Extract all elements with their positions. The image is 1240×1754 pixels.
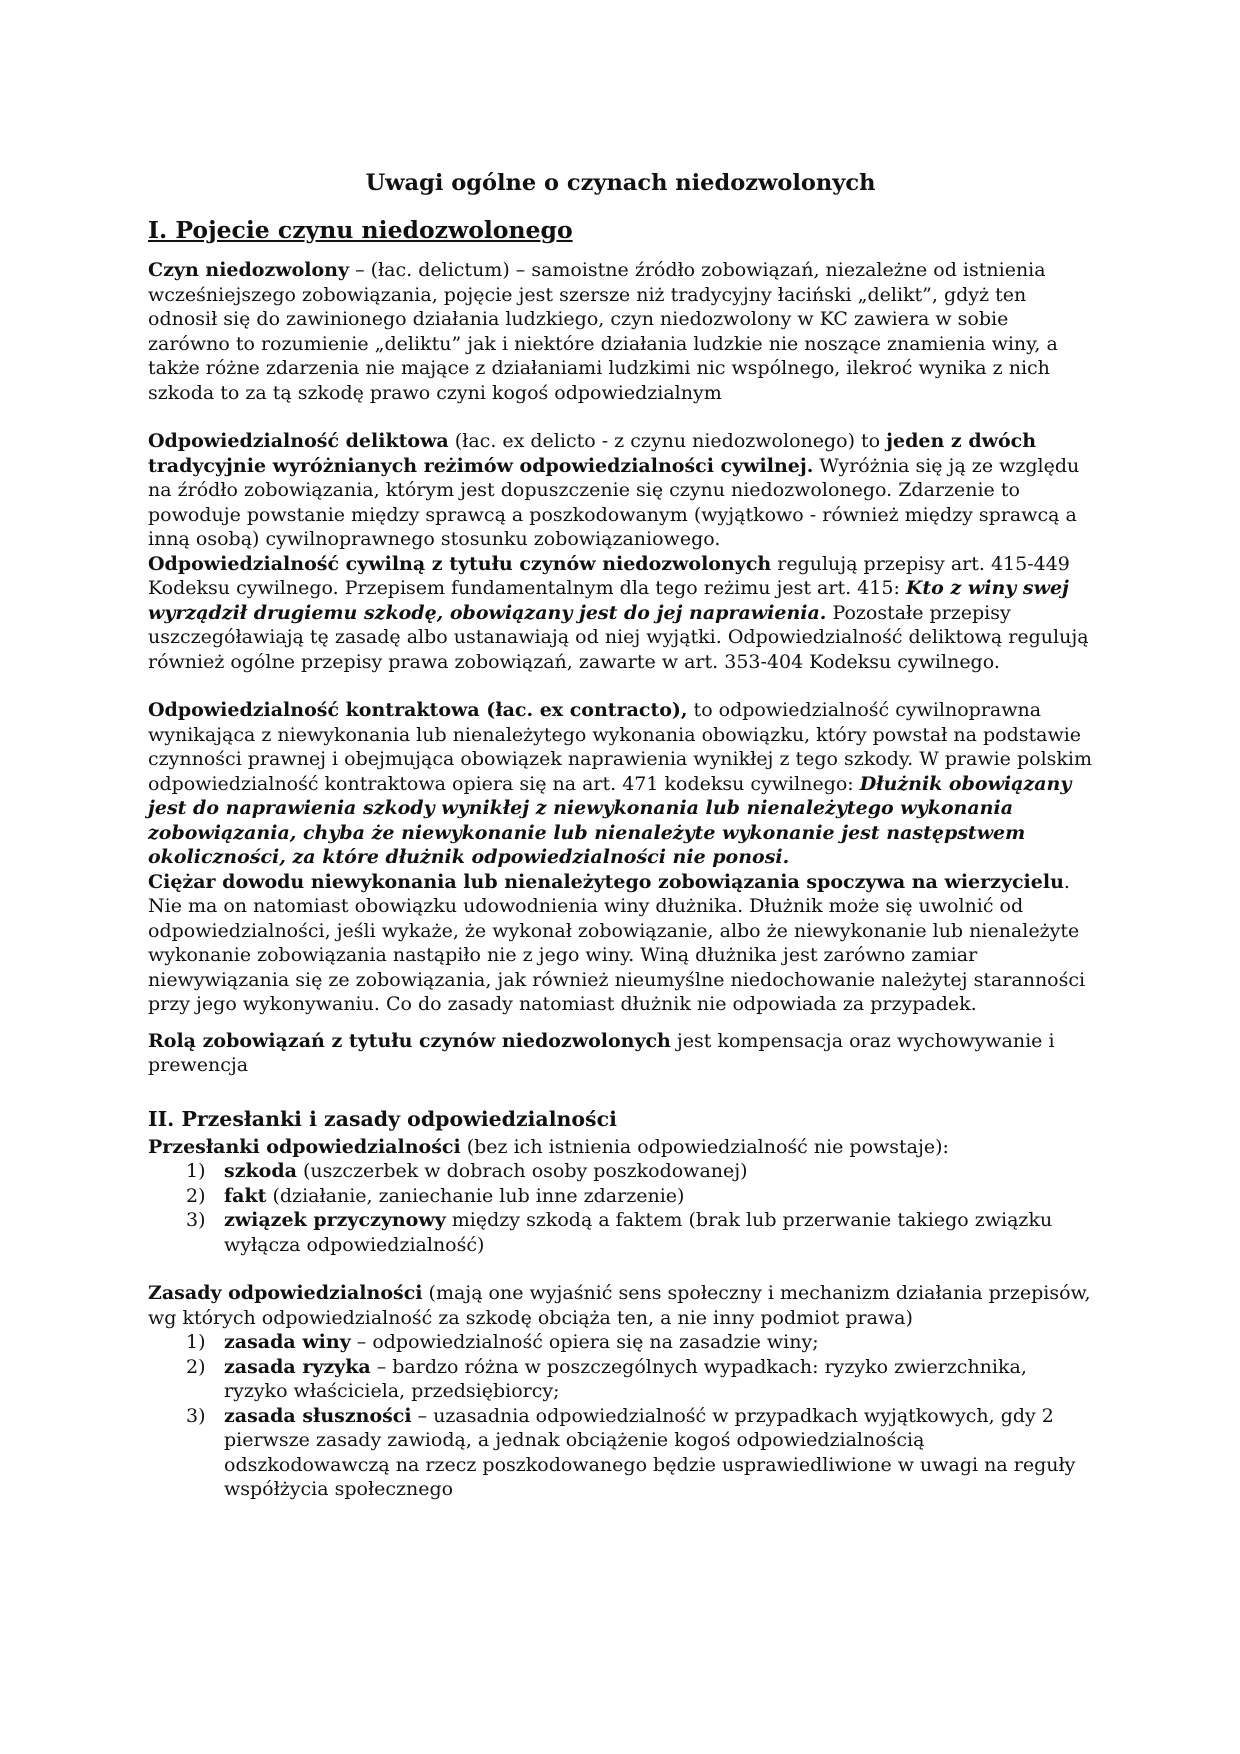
zasady-list <box>148 1330 1093 1502</box>
list-item <box>148 1404 1093 1502</box>
list-item-term: zasada ryzyka <box>224 1355 371 1378</box>
list-item <box>148 1355 1093 1404</box>
paragraph-text: Wyróżnia się ją ze względu na źródło zobowiązania, którym jest dopuszczenie się czynu niedozwolonego. Zdarzenie to powoduje powstanie między sprawcą a poszkodowanym (wyjątkowo - również między sprawcą a inną osobą) cywilnoprawnego stosunku zobowiązaniowego. <box>148 454 1080 550</box>
list-item-text: – odpowiedzialność opiera się na zasadzie winy; <box>350 1331 819 1353</box>
paragraph-text: Pozostałe przepisy uszczegóławiają tę zasadę albo ustanawiają od niej wyjątki. Odpowiedzialność deliktową regulują również ogólne przepisy prawa zobowiązań, zawarte w art. 353-404 Kodeksu cywilnego. <box>148 601 1089 673</box>
list-item-term: zasada winy <box>224 1331 351 1353</box>
list-item-text: (działanie, zaniechanie lub inne zdarzenie) <box>266 1184 685 1207</box>
paragraph-rola-zobowiazan <box>148 1029 1093 1078</box>
przeslanki-list <box>148 1159 1093 1257</box>
list-item-term: szkoda <box>224 1160 297 1182</box>
term-odpowiedzialnosc-kontraktowa: Odpowiedzialność kontraktowa (łac. ex contracto), <box>148 699 688 721</box>
list-number: 2) <box>186 1184 206 1207</box>
list-item-term: zasada słuszności <box>224 1404 412 1427</box>
list-item-text: – uzasadnia odpowiedzialność w przypadkach wyjątkowych, gdy 2 pierwsze zasady zawiodą, a jednak obciążenie kogoś odpowiedzialnością odszkodowawczą na rzecz poszkodowanego będzie usprawiedliwione w uwagi na reguły współżycia społecznego <box>224 1404 1076 1500</box>
list-item-text: (uszczerbek w dobrach osoby poszkodowanej) <box>296 1160 748 1182</box>
term-ciezar-dowodu: Ciężar dowodu niewykonania lub nienależytego zobowiązania spoczywa na wierzycielu <box>148 870 1064 893</box>
list-number: 3) <box>186 1404 206 1427</box>
emphasis-text: jeden z dwóch tradycyjnie wyróżnianych reżimów odpowiedzialności cywilnej. <box>148 430 1037 477</box>
quote-art-415: Kto z winy swej wyrządził drugiemu szkodę, obowiązany jest do jej naprawienia. <box>148 577 1069 624</box>
list-number: 1) <box>186 1160 206 1182</box>
section-1-heading: I. Pojecie czynu niedozwolonego <box>148 216 573 244</box>
paragraph-zasady <box>148 1281 1093 1330</box>
paragraph-text: (mają one wyjaśnić sens społeczny i mechanizm działania przepisów, wg których odpowiedzialność za szkodę obciąża ten, a nie inny podmiot prawa) <box>148 1282 1091 1329</box>
section-2-heading: II. Przesłanki i zasady odpowiedzialności <box>148 1106 617 1131</box>
list-item <box>148 1208 1093 1257</box>
paragraph-przeslanki <box>148 1135 1093 1160</box>
list-item-term: związek przyczynowy <box>224 1209 446 1231</box>
paragraph-odpowiedzialnosc-kontraktowa <box>148 698 1093 870</box>
term-rola-zobowiazan: Rolą zobowiązań z tytułu czynów niedozwolonych <box>148 1029 671 1052</box>
term-czyn-niedozwolony: Czyn niedozwolony <box>148 259 350 281</box>
paragraph-odpowiedzialnosc-cywilna <box>148 552 1093 675</box>
term-zasady: Zasady odpowiedzialności <box>148 1282 423 1304</box>
document-title: Uwagi ogólne o czynach niedozwolonych <box>365 170 876 196</box>
list-item-term: fakt <box>224 1184 267 1207</box>
list-item-text: – bardzo różna w poszczególnych wypadkach: ryzyko zwierzchnika, ryzyko właściciela, przedsiębiorcy; <box>224 1355 1027 1402</box>
paragraph-text: (bez ich istnienia odpowiedzialność nie powstaje): <box>460 1135 949 1158</box>
list-number: 3) <box>186 1209 206 1231</box>
term-odpowiedzialnosc-cywilna: Odpowiedzialność cywilną z tytułu czynów niedozwolonych <box>148 552 772 575</box>
document-content <box>148 168 1093 1502</box>
paragraph-text: (łac. ex delicto - z czynu niedozwolonego) to <box>448 430 887 452</box>
term-przeslanki: Przesłanki odpowiedzialności <box>148 1135 461 1158</box>
quote-art-471: Dłużnik obowiązany jest do naprawienia szkody wynikłej z niewykonania lub nienależytego wykonania zobowiązania, chyba że niewykonanie lub nienależyte wykonanie jest następstwem okoliczności, za które dłużnik odpowiedzialności nie ponosi. <box>148 772 1072 868</box>
paragraph-czyn-niedozwolony <box>148 258 1093 405</box>
paragraph-ciezar-dowodu <box>148 870 1093 1017</box>
list-item <box>148 1159 1093 1184</box>
list-number: 1) <box>186 1331 206 1353</box>
paragraph-text: . Nie ma on natomiast obowiązku udowodnienia winy dłużnika. Dłużnik może się uwolnić od odpowiedzialności, jeśli wykaże, że wykonał zobowiązanie, albo że niewykonanie lub nienależyte wykonanie zobowiązania nastąpiło nie z jego winy. Winą dłużnika jest zarówno zamiar niewywiązania się ze zobowiązania, jak również nieumyślne niedochowanie należytej staranności przy jego wykonywaniu. Co do zasady natomiast dłużnik nie odpowiada za przypadek. <box>148 870 1086 1015</box>
paragraph-text: to odpowiedzialność cywilnoprawna wynikająca z niewykonania lub nienależytego wykonania obowiązku, który powstał na podstawie czynności prawnej i obejmująca obowiązek naprawienia wynikłej z tego szkody. W prawie polskim odpowiedzialność kontraktowa opiera się na art. 471 kodeksu cywilnego: <box>148 699 1092 795</box>
paragraph-odpowiedzialnosc-deliktowa <box>148 429 1093 552</box>
list-item-text: między szkodą a faktem (brak lub przerwanie takiego związku wyłącza odpowiedzialność) <box>224 1209 1053 1256</box>
paragraph-text: regulują przepisy art. 415-449 Kodeksu cywilnego. Przepisem fundamentalnym dla tego reżimu jest art. 415: <box>148 552 1070 599</box>
term-odpowiedzialnosc-deliktowa: Odpowiedzialność deliktowa <box>148 430 449 452</box>
list-item <box>148 1184 1093 1209</box>
paragraph-text: jest kompensacja oraz wychowywanie i prewencja <box>148 1029 1055 1076</box>
list-number: 2) <box>186 1355 206 1378</box>
list-item <box>148 1330 1093 1355</box>
paragraph-text: – (łac. delictum) – samoistne źródło zobowiązań, niezależne od istnienia wcześniejszego zobowiązania, pojęcie jest szersze niż tradycyjny łaciński „delikt”, gdyż ten odnosił się do zawinionego działania ludzkiego, czyn niedozwolony w KC zawiera w sobie zarówno to rozumienie „deliktu” jak i niektóre działania ludzkie nie noszące znamienia winy, a także różne zdarzenia nie mające z działaniami ludzkimi nic wspólnego, ilekroć wynika z nich szkoda to za tą szkodę prawo czyni kogoś odpowiedzialnym <box>148 259 1058 404</box>
